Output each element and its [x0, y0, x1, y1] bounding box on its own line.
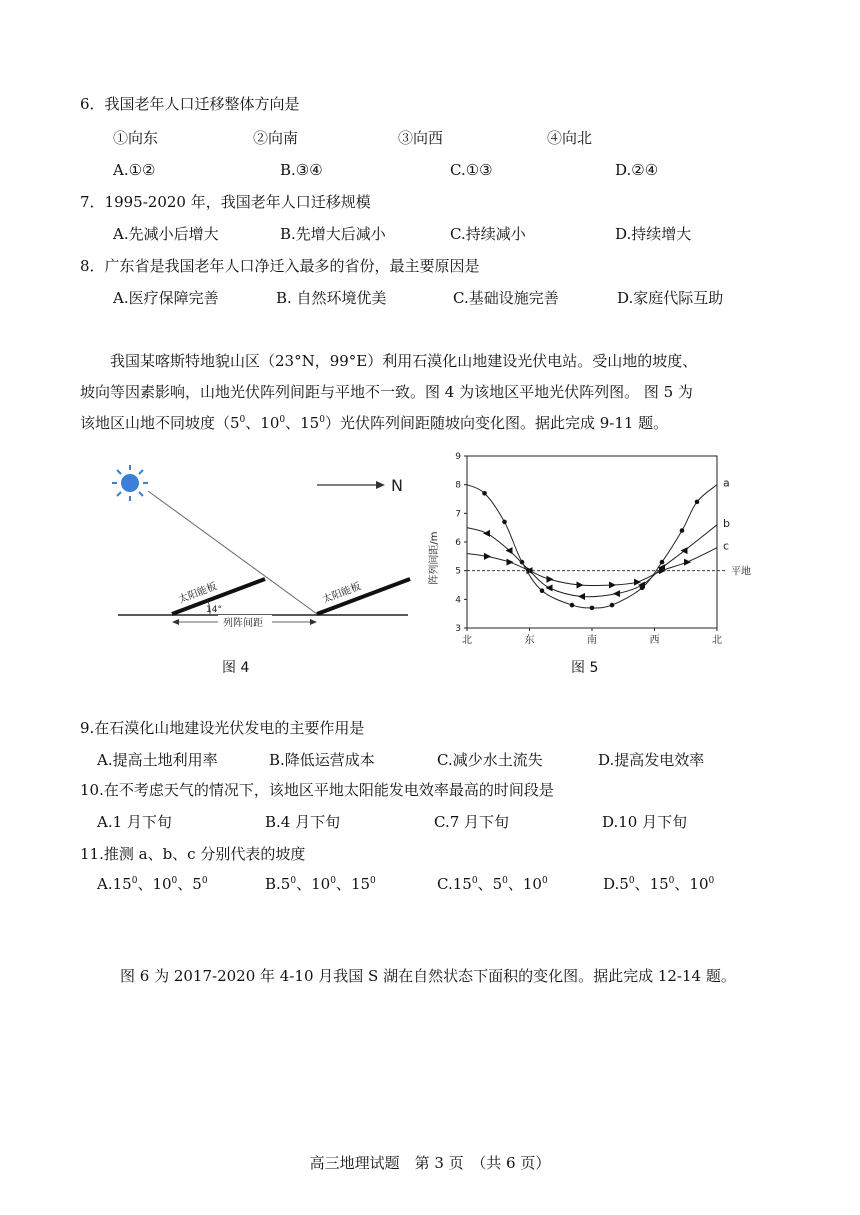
q9-option-d: D.提高发电效率 — [598, 751, 705, 769]
figure-5-chart — [425, 448, 755, 648]
series-label-a: a — [723, 476, 730, 490]
y-tick-label: 7 — [455, 509, 461, 520]
figure-4-diagram — [110, 455, 420, 635]
point-c — [684, 559, 691, 566]
passage-line: 该地区山地不同坡度（$5^0$、$10^0$、$15^0$）光伏阵列间距随坡向变化图。据此完成 9-11 题。 — [80, 414, 669, 432]
figure-4-caption: 图 4 — [222, 660, 250, 676]
point-b — [483, 530, 490, 537]
angle-label: 14° — [206, 605, 222, 615]
q8-stem: 8．广东省是我国老年人口净迁入最多的省份，最主要原因是 — [80, 257, 480, 275]
q10-stem: 10.在不考虑天气的情况下，该地区平地太阳能发电效率最高的时间段是 — [80, 781, 554, 799]
point-b — [613, 590, 620, 597]
q11-option-b: $B.5^0$、$10^0$、$15^0$ — [265, 875, 376, 893]
q6-stem: 6．我国老年人口迁移整体方向是 — [80, 95, 300, 113]
q6-option-a: A.①② — [113, 161, 156, 179]
q6-item: ④向北 — [547, 129, 593, 147]
point-c — [547, 576, 554, 583]
q11-option-c: $C.15^0$、$5^0$、$10^0$ — [437, 875, 548, 893]
point-a — [570, 603, 575, 608]
panel-label: 太阳能板 — [321, 581, 363, 606]
point-a — [610, 603, 615, 608]
flat-label: 平地 — [731, 566, 751, 578]
x-tick-label: 北 — [712, 635, 722, 646]
sun-ray — [148, 491, 317, 614]
sun-icon — [112, 465, 148, 501]
point-b — [546, 584, 553, 591]
plot-frame — [467, 456, 717, 628]
passage-9-11 — [80, 346, 790, 439]
point-a — [695, 500, 700, 505]
point-c — [484, 553, 491, 560]
q8-option-c: C.基础设施完善 — [453, 289, 559, 307]
q11-option-d: $D.5^0$、$15^0$、$10^0$ — [603, 875, 715, 893]
q6-item: ②向南 — [253, 129, 299, 147]
q7-option-d: D.持续增大 — [615, 225, 692, 243]
q10-option-d: D.10 月下旬 — [602, 813, 688, 831]
point-b — [578, 593, 585, 600]
passage-line: 坡向等因素影响，山地光伏阵列间距与平地不一致。图 4 为该地区平地光伏阵列图。 图 5 为 — [80, 383, 693, 401]
q7-option-a: A.先减小后增大 — [113, 225, 219, 243]
q9-option-b: B.降低运营成本 — [269, 751, 375, 769]
q9-stem: 9.在石漠化山地建设光伏发电的主要作用是 — [80, 719, 365, 737]
q11-option-a: $A.15^0$、$10^0$、$5^0$ — [97, 875, 208, 893]
q10-option-a: A.1 月下旬 — [97, 813, 172, 831]
q6-option-b: B.③④ — [280, 161, 323, 179]
point-a — [540, 588, 545, 593]
series-label-c: c — [723, 539, 730, 553]
q10-option-c: C.7 月下旬 — [434, 813, 510, 831]
point-c — [577, 582, 584, 589]
figure-5-caption: 图 5 — [571, 660, 599, 676]
y-tick-label: 8 — [455, 480, 461, 491]
q6-option-c: C.①③ — [450, 161, 493, 179]
panel-label: 太阳能板 — [177, 581, 219, 606]
q10-option-b: B.4 月下旬 — [265, 813, 341, 831]
spacing-arrowhead — [310, 619, 317, 625]
spacing-arrowhead — [172, 619, 179, 625]
q7-stem: 7．1995-2020 年，我国老年人口迁移规模 — [80, 193, 371, 211]
y-tick-label: 5 — [455, 566, 461, 577]
y-tick-label: 9 — [455, 452, 461, 462]
spacing-label: 列阵间距 — [223, 618, 263, 629]
y-tick-label: 3 — [455, 624, 461, 634]
q8-option-b: B. 自然环境优美 — [276, 289, 387, 307]
q7-option-b: B.先增大后减小 — [280, 225, 386, 243]
x-tick-label: 东 — [524, 635, 535, 646]
north-arrow-head — [376, 481, 385, 489]
point-a — [482, 491, 487, 496]
passage-12-14: 图 6 为 2017-2020 年 4-10 月我国 S 湖在自然状态下面积的变化图。据此完成 12-14 题。 — [120, 967, 736, 985]
x-tick-label: 北 — [462, 635, 472, 646]
y-tick-label: 6 — [455, 538, 461, 548]
page-footer: 高三地理试题 第 3 页 （共 6 页） — [309, 1154, 551, 1172]
x-tick-label: 南 — [587, 635, 597, 646]
point-a — [680, 528, 685, 533]
north-label: N — [391, 476, 403, 495]
point-a — [660, 560, 665, 565]
y-axis-label: 阵列间距/m — [429, 531, 440, 585]
q8-option-a: A.医疗保障完善 — [113, 289, 219, 307]
series-line-c — [467, 548, 717, 586]
x-tick-label: 西 — [649, 635, 660, 646]
q6-item: ①向东 — [113, 129, 159, 147]
point-a — [590, 606, 595, 611]
q9-option-c: C.减少水土流失 — [437, 751, 543, 769]
q7-option-c: C.持续减小 — [450, 225, 526, 243]
q11-stem: 11.推测 a、b、c 分别代表的坡度 — [80, 845, 306, 863]
y-tick-label: 4 — [455, 595, 461, 606]
point-c — [609, 582, 616, 589]
passage-line: 我国某喀斯特地貌山区（23°N，99°E）利用石漠化山地建设光伏电站。受山地的坡度、 — [110, 352, 698, 370]
series-label-b: b — [723, 516, 730, 530]
q6-item: ③向西 — [398, 129, 444, 147]
point-c — [507, 559, 514, 566]
q8-option-d: D.家庭代际互助 — [617, 289, 724, 307]
q9-option-a: A.提高土地利用率 — [97, 751, 218, 769]
q6-option-d: D.②④ — [615, 161, 659, 179]
point-a — [502, 520, 507, 525]
